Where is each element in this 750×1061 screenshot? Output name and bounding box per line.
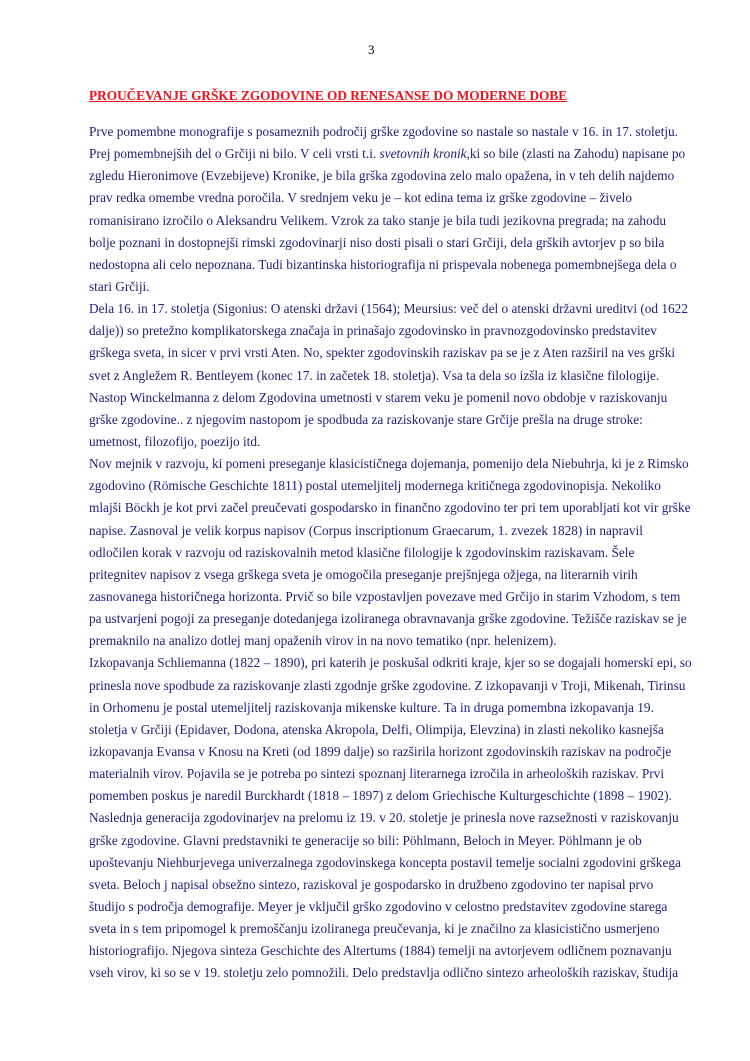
text-line: pa ustvarjeni pogoji za preseganje dotedanjega izoliranega obravnavanja grške zgodovine. Težišče raziskav se je: [89, 611, 687, 627]
text-line: Prve pomembne monografije s posameznih področij grške zgodovine so nastale so nastale v 16. in 17. stoletju.: [89, 124, 679, 139]
text-line: študijo s področja demografije. Meyer je vključil grško zgodovino v celostno predstavitev zgodovine starega: [89, 898, 668, 914]
text-line: zasnovanega historičnega horizonta. Prvič so bile vzpostavljen povezave med Grčijo in starim Vzhodom, s tem: [89, 588, 681, 604]
document-body: [89, 121, 709, 984]
text-line: pomemben poskus je naredil Burckhardt (1818 – 1897) z delom Griechische Kulturgeschichte (1898 – 1902).: [89, 788, 672, 804]
text-line: premaknilo na analizo dotlej manj opaženih virov in na novo tematiko (npr. helenizem).: [89, 633, 557, 649]
text-line: grške zgodovine. Glavni predstavniki te generacije so bili: Pöhlmann, Beloch in Meyer. Pöhlmann je ob: [89, 832, 642, 848]
text-line: Dela 16. in 17. stoletja (Sigonius: O atenski državi (1564); Meursius: več del o atenski državni ureditvi (od 1622: [89, 301, 688, 317]
text-line: [89, 143, 709, 165]
text-line: napise. Zasnoval je velik korpus napisov (Corpus inscriptionum Graecarum, 1. zvezek 1828) in napravil: [89, 522, 643, 538]
text-line: nedostopna ali celo nepoznana. Tudi bizantinska historiografija ni prispevala nobenega pomembnejšega dela o: [89, 256, 677, 272]
document-heading: PROUČEVANJE GRŠKE ZGODOVINE OD RENESANSE DO MODERNE DOBE: [89, 88, 568, 103]
text-line: prav redka omembe vredna poročila. V srednjem veku je – kot edina tema iz grške zgodovine – živelo: [89, 190, 633, 206]
text-line: zgledu Hieronimove (Evzebijeve) Kronike, je bila grška zgodovina zelo malo opažena, in v teh delih najdemo: [89, 168, 675, 184]
paragraph: [89, 807, 709, 984]
text-line: vseh virov, ki so se v 19. stoletju zelo pomnožili. Delo predstavlja odlično sintezo arheoloških raziskav, študija: [89, 965, 679, 981]
text-line: svet z Angležem R. Bentleyem (konec 17. in začetek 18. stoletja). Vsa ta dela so izšla iz klasične filologije.: [89, 367, 660, 383]
text-line: materialnih virov. Pojavila se je potreba po sintezi spoznanj literarnega izročila in arheoloških raziskav. Prvi: [89, 766, 665, 782]
page-number: 3: [368, 42, 375, 57]
text-line: dalje)) so pretežno komplikatorskega značaja in prinašajo zgodovinsko in pravnozgodovinsko predstavitev: [89, 323, 657, 339]
text-line: Izkopavanja Schliemanna (1822 – 1890), pri katerih je poskušal odkriti kraje, kjer so se dogajali homerski epi, so: [89, 655, 692, 671]
text-segment: ki so bile (zlasti na Zahodu) napisane po: [469, 146, 686, 162]
text-line: grške zgodovine.. z njegovim nastopom je spodbuda za raziskovanje stare Grčije prešla na druge stroke:: [89, 411, 643, 427]
text-line: in Orhomenu je postal utemeljitelj raziskovanja mikenske kulture. Ta in druga pomembna izkopavanja 19.: [89, 699, 654, 715]
text-line: prinesla nove spodbude za raziskovanje zlasti zgodnje grške zgodovine. Z izkopavanji v Troji, Mikenah, Tirinsu: [89, 677, 686, 693]
text-line: odločilen korak v razvoju od raziskovalnih metod klasične filologije k zgodovinskim raziskavam. Šele: [89, 544, 635, 560]
text-line: Naslednja generacija zgodovinarjev na prelomu iz 19. v 20. stoletje je prinesla nove razsežnosti v raziskovanju: [89, 810, 679, 826]
paragraph: [89, 121, 709, 298]
text-line: bolje poznani in dostopnejši rimski zgodovinarji niso dosti pisali o stari Grčiji, dela grških avtorjev p so bila: [89, 234, 665, 250]
text-line: stoletja v Grčiji (Epidaver, Dodona, atenska Akropola, Delfi, Olimpija, Elevzina) in zlasti nekoliko kasnejša: [89, 721, 664, 737]
text-line: izkopavanja Evansa v Knosu na Kreti (od 1899 dalje) so razširila horizont zgodovinskih raziskav na področje: [89, 743, 672, 759]
text-line: mlajši Böckh je kot prvi začel preučevati gospodarsko in finančno zgodovino ter pri tem uporabljati kot vir grške: [89, 500, 691, 516]
text-line: umetnost, filozofijo, poezijo itd.: [89, 433, 261, 449]
text-line: historiografijo. Njegova sinteza Geschichte des Altertums (1884) temelji na avtorjevem odličnem poznavanju: [89, 943, 672, 959]
text-line: romanisirano izročilo o Aleksandru Velikem. Vzrok za tako stanje je bila tudi jezikovna pregrada; na zahodu: [89, 212, 666, 228]
text-line: upoštevanju Niehburjevega univerzalnega zgodovinskega koncepta postavil temelje socialni zgodovini grškega: [89, 854, 681, 870]
paragraph: [89, 298, 709, 453]
paragraph: [89, 652, 709, 807]
text-line: sveta. Beloch j napisal obsežno sintezo, raziskoval je gospodarsko in družbeno zgodovino ter napisal prvo: [89, 876, 654, 892]
italic-text: svetovnih kronik,: [379, 146, 470, 162]
text-line: stari Grčiji.: [89, 278, 150, 294]
text-line: zgodovino (Römische Geschichte 1811) postal utemeljitelj modernega kritičnega zgodovinopisja. Nekoliko: [89, 478, 661, 494]
text-line: Nastop Winckelmanna z delom Zgodovina umetnosti v starem veku je pomenil novo obdobje v raziskovanju: [89, 389, 668, 405]
text-line: grškega sveta, in sicer v prvi vrsti Aten. No, spekter zgodovinskih raziskav pa se je z Aten razširil na ves grški: [89, 345, 676, 361]
text-line: Nov mejnik v razvoju, ki pomeni preseganje klasicističnega dojemanja, pomenijo dela Niebuhrja, ki je z Rimsko: [89, 456, 689, 472]
text-segment: Prej pomembnejših del o Grčiji ni bilo. V celi vrsti t.i.: [89, 146, 380, 162]
text-line: pritegnitev napisov z vsega grškega sveta je omogočila preseganje prejšnjega ožjega, na literarnih virih: [89, 566, 638, 582]
text-line: sveta in s tem pripomogel k premoščanju izoliranega preučevanja, ki je značilno za klasicistično usmerjeno: [89, 921, 660, 937]
paragraph: [89, 453, 709, 652]
